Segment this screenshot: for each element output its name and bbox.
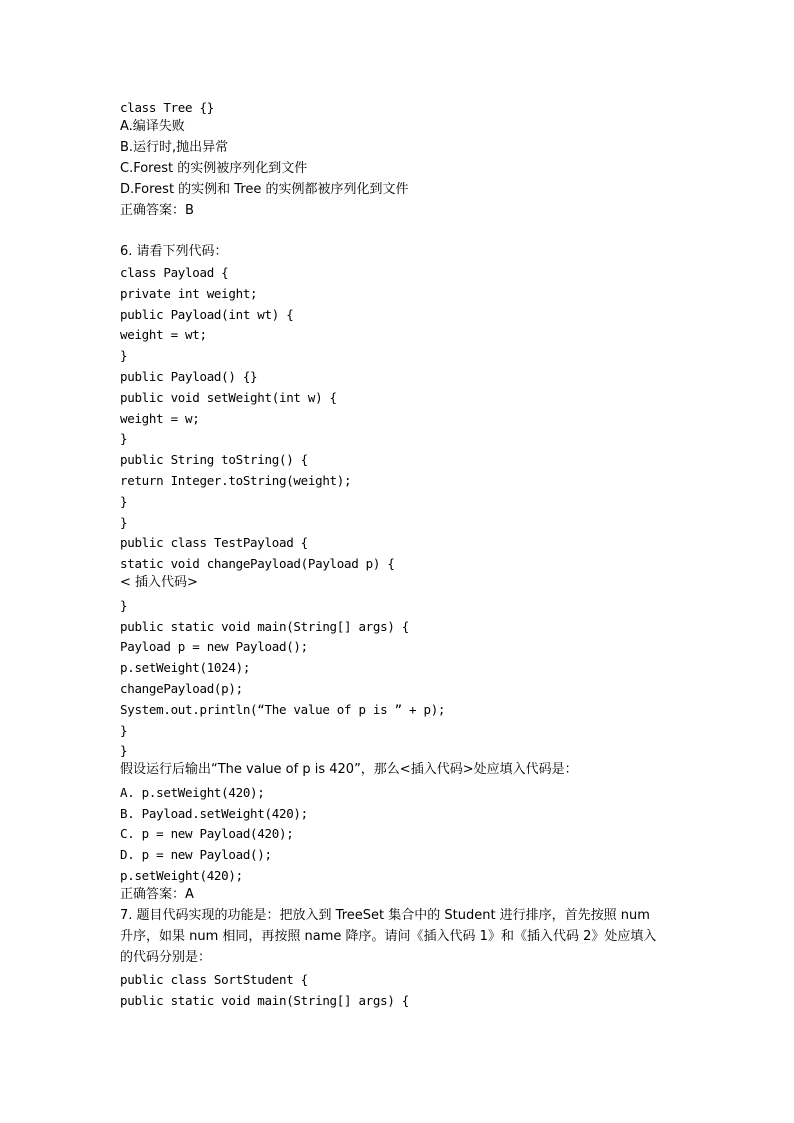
option-d-continued: p.setWeight(420); — [120, 868, 243, 883]
code-line: p.setWeight(1024); — [120, 660, 251, 675]
code-line: public Payload(int wt) { — [120, 307, 294, 322]
code-line: class Tree {} — [120, 100, 214, 115]
question-7-text: 升序，如果 num 相同，再按照 name 降序。请问《插入代码 1》和《插入代码 2》处应填入 — [120, 929, 657, 944]
code-line: public String toString() { — [120, 452, 308, 467]
code-line: return Integer.toString(weight); — [120, 473, 352, 488]
question-7-heading: 7. 题目代码实现的功能是：把放入到 TreeSet 集合中的 Student 进行排序，首先按照 num — [120, 908, 650, 923]
code-line: Payload p = new Payload(); — [120, 639, 308, 654]
question-6-heading: 6. 请看下列代码： — [120, 244, 228, 259]
option-c: C.Forest 的实例被序列化到文件 — [120, 161, 308, 176]
option-a: A. p.setWeight(420); — [120, 785, 265, 800]
option-b: B.运行时,抛出异常 — [120, 140, 229, 155]
option-c: C. p = new Payload(420); — [120, 826, 294, 841]
option-b: B. Payload.setWeight(420); — [120, 806, 308, 821]
code-line: weight = wt; — [120, 327, 207, 342]
code-line: } — [120, 723, 128, 738]
question-6-prompt: 假设运行后输出“The value of p is 420”，那么<插入代码>处应填入代码是： — [120, 762, 578, 777]
code-line: } — [120, 598, 128, 613]
answer-line: 正确答案：A — [120, 887, 194, 902]
code-line: public static void main(String[] args) { — [120, 619, 410, 634]
code-line: weight = w; — [120, 411, 200, 426]
option-a: A.编译失败 — [120, 119, 185, 134]
code-line: } — [120, 743, 128, 758]
code-line: private int weight; — [120, 286, 258, 301]
code-line: public void setWeight(int w) { — [120, 390, 337, 405]
code-line: static void changePayload(Payload p) { — [120, 556, 395, 571]
code-line: public Payload() {} — [120, 369, 258, 384]
option-d: D.Forest 的实例和 Tree 的实例都被序列化到文件 — [120, 182, 409, 197]
code-line: } — [120, 494, 128, 509]
code-line: } — [120, 348, 128, 363]
option-d: D. p = new Payload(); — [120, 847, 272, 862]
code-line: public class SortStudent { — [120, 972, 308, 987]
code-line: public class TestPayload { — [120, 535, 308, 550]
code-line: changePayload(p); — [120, 681, 243, 696]
question-7-text: 的代码分别是： — [120, 950, 212, 965]
answer-line: 正确答案：B — [120, 203, 194, 218]
code-line: } — [120, 431, 128, 446]
insert-code-placeholder: < 插入代码> — [120, 575, 198, 590]
code-line: class Payload { — [120, 265, 229, 280]
code-line: } — [120, 515, 128, 530]
code-line: public static void main(String[] args) { — [120, 993, 410, 1008]
code-line: System.out.println(“The value of p is ” + p); — [120, 702, 446, 717]
